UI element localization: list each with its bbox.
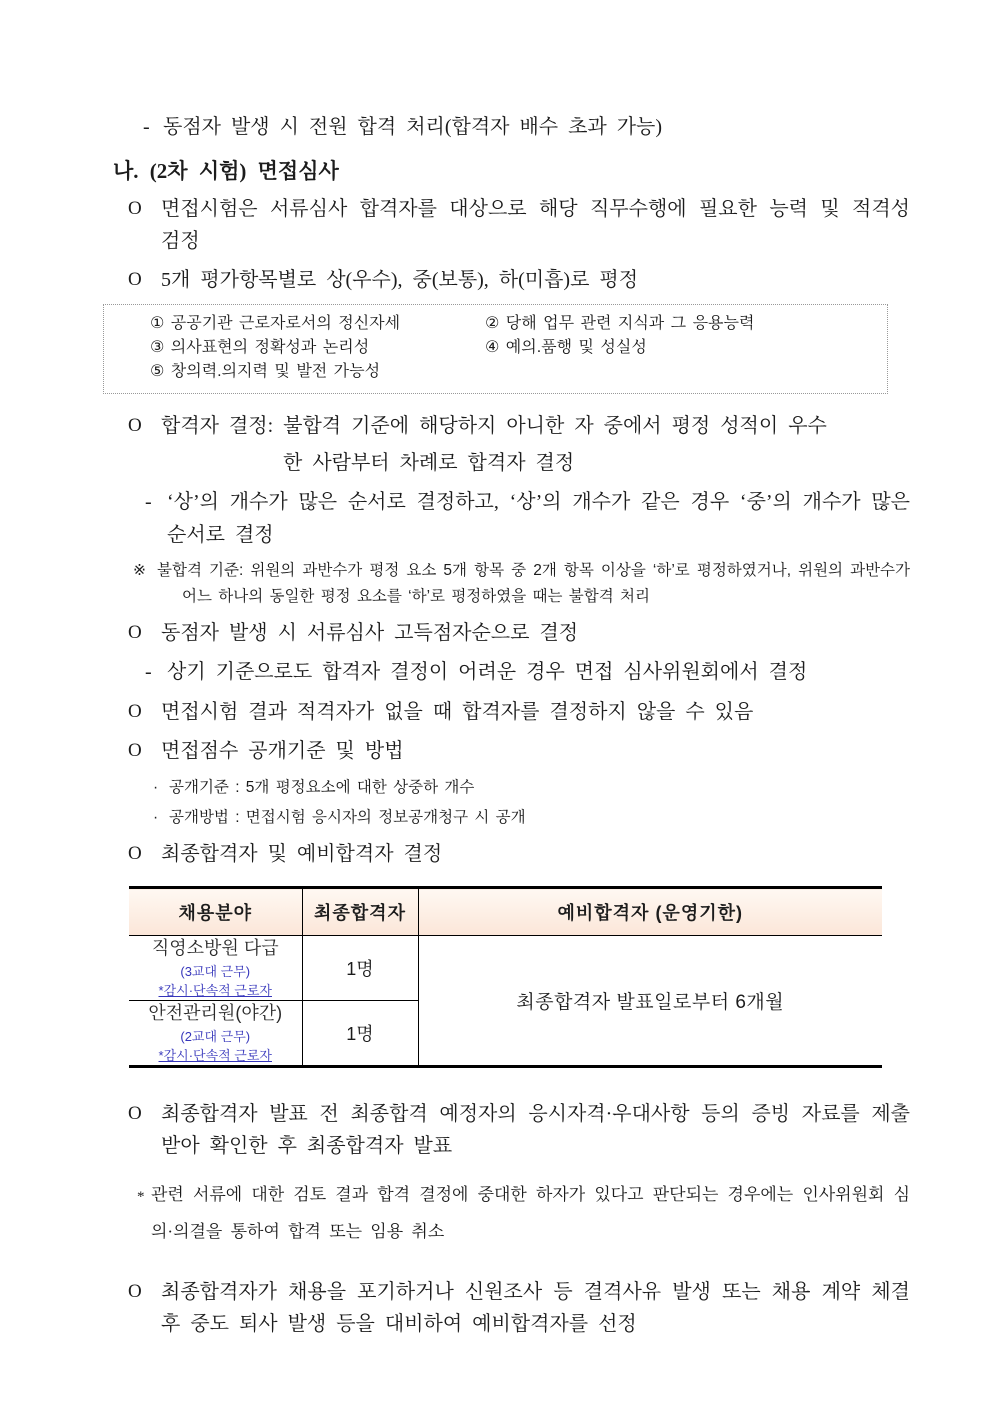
bullet-pass-decision [128, 410, 910, 442]
dash-rank-order-text: ‘상’의 개수가 많은 순서로 결정하고, ‘상’의 개수가 같은 경우 ‘중’의 개수가 많은 순서로 결정 [167, 491, 910, 546]
dash-marker: - [143, 116, 150, 138]
criteria-item-3: ③ 의사표현의 정확성과 논리성 [150, 339, 370, 356]
shift-note: (2교대 근무) [180, 1029, 251, 1044]
circle-bullet-marker: O [128, 622, 142, 643]
dash-committee-decision [145, 656, 910, 689]
header-recruit-field: 채용분야 [129, 888, 302, 936]
cell-count-safety: 1명 [302, 1001, 418, 1067]
job-title: 안전관리원(야간) [148, 1003, 283, 1023]
bullet-rating-scale-text: 5개 평가항목별로 상(우수), 중(보통), 하(미흡)로 평정 [161, 269, 639, 291]
bullet-rating-scale [128, 264, 910, 296]
evaluation-criteria-box [103, 304, 888, 394]
worker-type-note: *감시·단속적 근로자 [158, 1048, 272, 1063]
dash-marker: - [145, 661, 152, 683]
final-pass-table [129, 886, 882, 1068]
circle-bullet-marker: O [128, 740, 142, 761]
table-row [129, 936, 882, 1001]
circle-bullet-marker: O [128, 415, 142, 436]
dot-marker: · [153, 809, 159, 826]
bullet-score-disclosure-text: 면접점수 공개기준 및 방법 [161, 740, 404, 762]
cell-reserve-period: 최종합격자 발표일로부터 6개월 [516, 992, 785, 1013]
header-reserve-pass: 예비합격자 (운영기한) [418, 888, 882, 936]
reference-mark: ※ [133, 562, 146, 579]
criteria-item-4: ④ 예의.품행 및 성실성 [485, 339, 647, 356]
disclosure-standard-item [153, 774, 910, 801]
dot-marker: · [153, 779, 159, 796]
dash-marker: - [145, 491, 152, 513]
criteria-item-5: ⑤ 창의력.의지력 및 발전 가능성 [150, 363, 381, 380]
bullet-final-reserve [128, 838, 910, 870]
dash-rank-order [145, 486, 910, 552]
circle-bullet-marker: O [128, 198, 142, 219]
bullet-tie-breaker [128, 617, 910, 649]
section-heading: 나. (2차 시험) 면접심사 [113, 159, 339, 183]
circle-bullet-marker: O [128, 1281, 142, 1302]
bullet-interview-purpose-text: 면접시험은 서류심사 합격자를 대상으로 해당 직무수행에 필요한 능력 및 적격성 검정 [161, 198, 910, 252]
job-title: 직영소방원 다급 [151, 938, 279, 958]
fail-criteria-note-text: 불합격 기준: 위원의 과반수가 평정 요소 5개 항목 중 2개 항목 이상을 ‘하’로 평정하였거나, 위원의 과반수가 어느 하나의 동일한 평정 요소를 ‘하’로 평정하였을 때는 불합격 처리 [157, 562, 910, 605]
shift-note: (3교대 근무) [180, 964, 251, 979]
circle-bullet-marker: O [128, 269, 142, 290]
disclosure-method-text: 공개방법 : 면접시험 응시자의 정보공개청구 시 공개 [169, 809, 526, 826]
header-final-pass: 최종합격자 [302, 888, 418, 936]
disclosure-standard-text: 공개기준 : 5개 평정요소에 대한 상중하 개수 [169, 779, 475, 796]
bullet-score-disclosure [128, 735, 910, 767]
bullet-no-qualified-text: 면접시험 결과 적격자가 없을 때 합격자를 결정하지 않을 수 있음 [161, 701, 754, 723]
bullet-pass-decision-line2: 한 사람부터 차례로 합격자 결정 [283, 452, 575, 474]
tie-all-pass-text: 동점자 발생 시 전원 합격 처리(합격자 배수 초과 가능) [163, 116, 663, 138]
bullet-interview-purpose [128, 193, 910, 257]
table-header-row [129, 888, 882, 936]
bullet-pass-decision-line1: 합격자 결정: 불합격 기준에 해당하지 아니한 자 중에서 평정 성적이 우수 [161, 415, 827, 437]
bullet-reserve-selection-text: 최종합격자가 채용을 포기하거나 신원조사 등 결격사유 발생 또는 채용 계약 체결 후 중도 퇴사 발생 등을 대비하여 예비합격자를 선정 [161, 1281, 910, 1335]
bullet-no-qualified [128, 696, 910, 728]
circle-bullet-marker: O [128, 843, 142, 864]
circle-bullet-marker: O [128, 1103, 142, 1124]
bullet-final-reserve-text: 최종합격자 및 예비합격자 결정 [161, 843, 443, 865]
cell-field-safety [129, 1001, 302, 1067]
cell-count-firefighter: 1명 [302, 936, 418, 1001]
bullet-document-verify-text: 최종합격자 발표 전 최종합격 예정자의 응시자격·우대사항 등의 증빙 자료를 제출받아 확인한 후 최종합격자 발표 [161, 1103, 910, 1157]
criteria-item-1: ① 공공기관 근로자로서의 정신자세 [150, 315, 401, 332]
cancel-note [137, 1176, 910, 1250]
cell-field-firefighter [129, 936, 302, 1001]
circle-bullet-marker: O [128, 701, 142, 722]
criteria-item-2: ② 당해 업무 관련 지식과 그 응용능력 [485, 315, 755, 332]
cancel-note-text: 관련 서류에 대한 검토 결과 합격 결정에 중대한 하자가 있다고 판단되는 경우에는 인사위원회 심의·의결을 통하여 합격 또는 임용 취소 [151, 1185, 910, 1241]
dash-committee-decision-text: 상기 기준으로도 합격자 결정이 어려운 경우 면접 심사위원회에서 결정 [167, 661, 808, 683]
asterisk-marker: * [137, 1189, 145, 1205]
criteria-right-column [485, 312, 877, 384]
criteria-left-column [150, 312, 485, 384]
worker-type-note: *감시·단속적 근로자 [158, 983, 272, 998]
bullet-reserve-selection [128, 1276, 910, 1340]
bullet-tie-breaker-text: 동점자 발생 시 서류심사 고득점자순으로 결정 [161, 622, 579, 644]
disclosure-method-item [153, 804, 910, 831]
fail-criteria-note [133, 558, 910, 610]
bullet-document-verify [128, 1098, 910, 1162]
tie-all-pass-note [143, 112, 910, 142]
